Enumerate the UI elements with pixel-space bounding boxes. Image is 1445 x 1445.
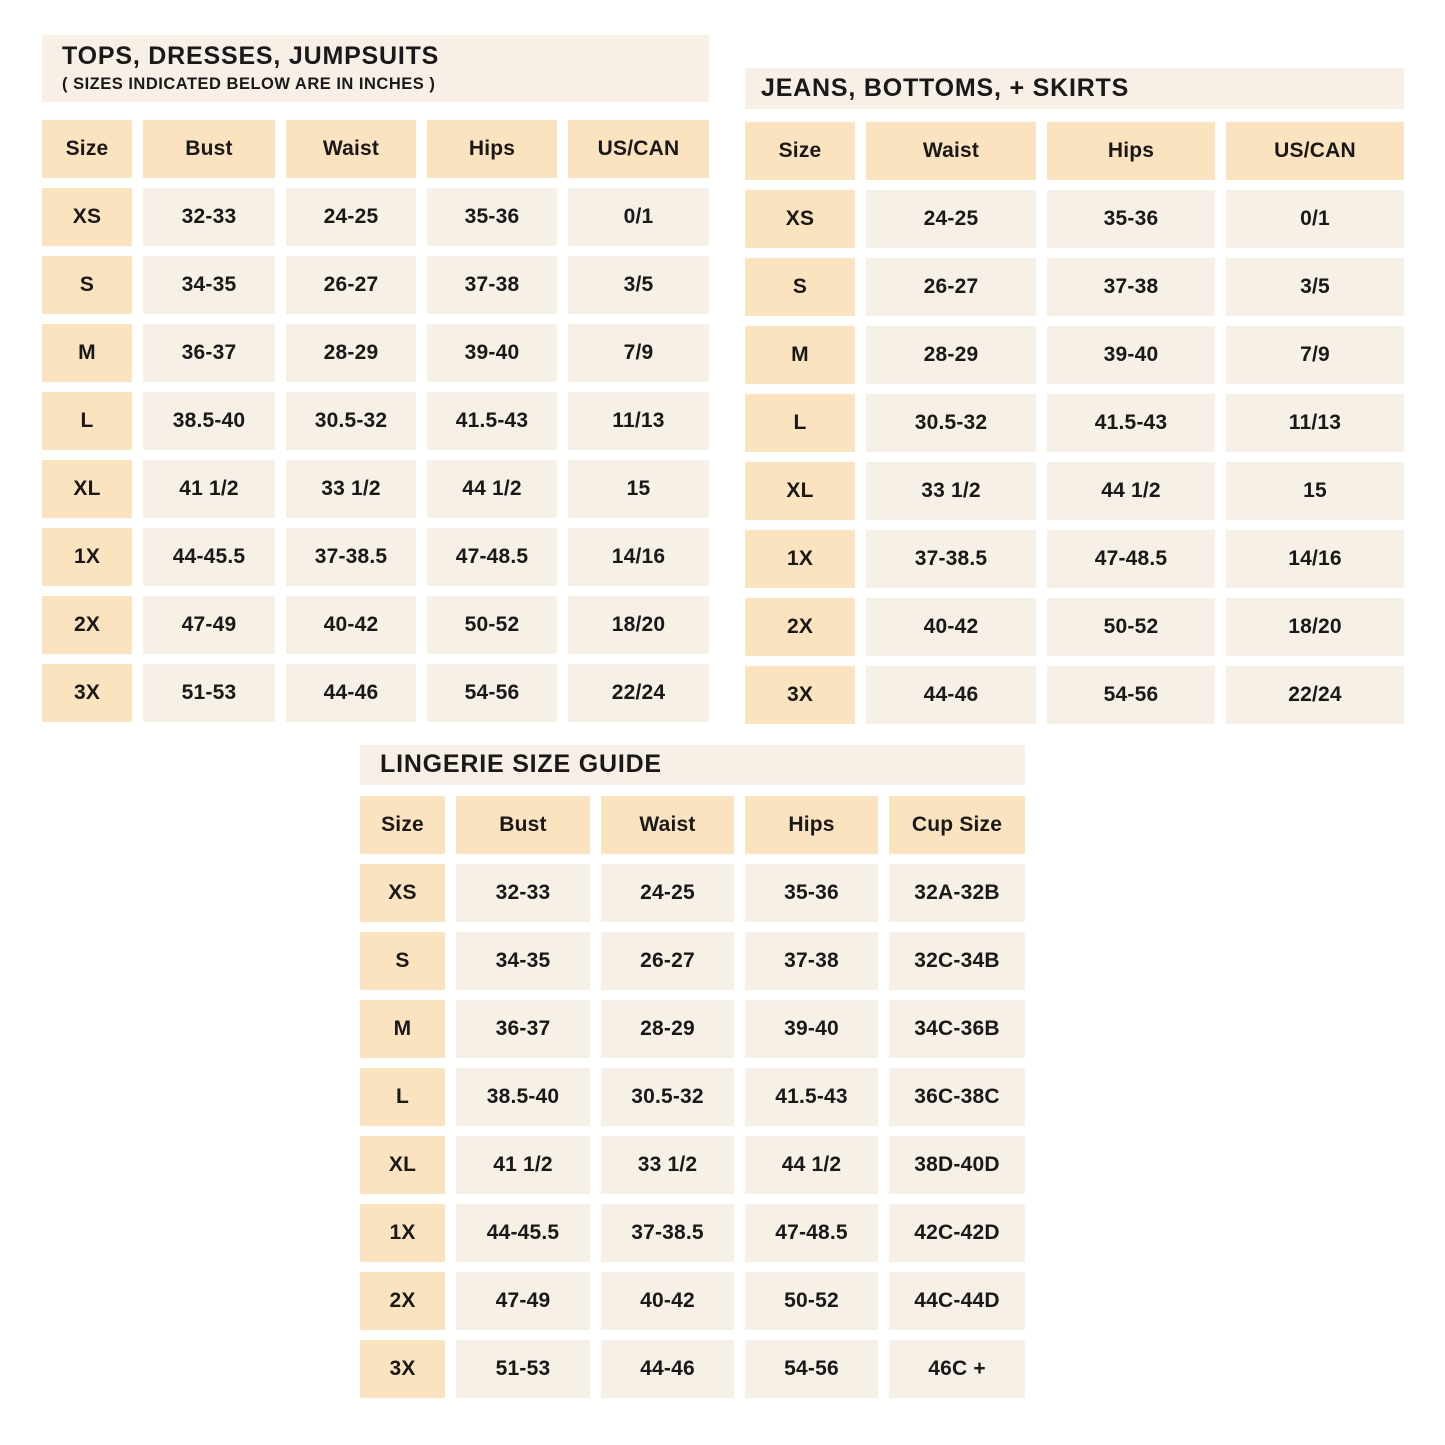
value-cell: 32-33	[456, 864, 590, 922]
value-cell: 7/9	[568, 324, 709, 382]
value-cell: 35-36	[1047, 190, 1215, 248]
value-cell: 34-35	[143, 256, 275, 314]
tops-table-title: TOPS, DRESSES, JUMPSUITS	[62, 42, 440, 71]
tops-table-grid	[42, 120, 709, 722]
value-cell: 37-38.5	[866, 530, 1036, 588]
value-cell: 54-56	[427, 664, 557, 722]
value-cell: 40-42	[866, 598, 1036, 656]
column-header-cell: Size	[360, 796, 445, 854]
value-cell: 44-45.5	[456, 1204, 590, 1262]
value-cell: 35-36	[745, 864, 878, 922]
value-cell: 26-27	[601, 932, 734, 990]
value-cell: 40-42	[601, 1272, 734, 1330]
value-cell: 32C-34B	[889, 932, 1025, 990]
value-cell: 28-29	[601, 1000, 734, 1058]
value-cell: 37-38	[745, 932, 878, 990]
value-cell: 47-48.5	[745, 1204, 878, 1262]
value-cell: 32-33	[143, 188, 275, 246]
jeans-table-grid	[745, 122, 1404, 724]
jeans-bottoms-skirts-table	[745, 68, 1404, 724]
value-cell: 11/13	[568, 392, 709, 450]
size-label-cell: 1X	[745, 530, 855, 588]
value-cell: 41 1/2	[456, 1136, 590, 1194]
value-cell: 44 1/2	[1047, 462, 1215, 520]
size-label-cell: XS	[42, 188, 132, 246]
size-label-cell: L	[745, 394, 855, 452]
value-cell: 44-46	[601, 1340, 734, 1398]
value-cell: 7/9	[1226, 326, 1404, 384]
size-label-cell: 2X	[745, 598, 855, 656]
size-label-cell: L	[360, 1068, 445, 1126]
size-label-cell: 3X	[360, 1340, 445, 1398]
value-cell: 26-27	[866, 258, 1036, 316]
lingerie-table-title: LINGERIE SIZE GUIDE	[380, 750, 662, 779]
value-cell: 38D-40D	[889, 1136, 1025, 1194]
value-cell: 15	[1226, 462, 1404, 520]
value-cell: 38.5-40	[456, 1068, 590, 1126]
value-cell: 44 1/2	[427, 460, 557, 518]
value-cell: 37-38	[1047, 258, 1215, 316]
value-cell: 50-52	[745, 1272, 878, 1330]
value-cell: 18/20	[568, 596, 709, 654]
value-cell: 22/24	[1226, 666, 1404, 724]
value-cell: 30.5-32	[601, 1068, 734, 1126]
tops-table-subtitle: ( SIZES INDICATED BELOW ARE IN INCHES )	[62, 74, 436, 93]
size-label-cell: 3X	[745, 666, 855, 724]
column-header-cell: Bust	[456, 796, 590, 854]
size-label-cell: M	[745, 326, 855, 384]
value-cell: 50-52	[427, 596, 557, 654]
value-cell: 0/1	[568, 188, 709, 246]
column-header-cell: Cup Size	[889, 796, 1025, 854]
value-cell: 35-36	[427, 188, 557, 246]
value-cell: 28-29	[286, 324, 416, 382]
column-header-cell: Waist	[601, 796, 734, 854]
value-cell: 47-48.5	[1047, 530, 1215, 588]
value-cell: 14/16	[1226, 530, 1404, 588]
value-cell: 39-40	[1047, 326, 1215, 384]
value-cell: 37-38.5	[601, 1204, 734, 1262]
jeans-table-title-banner	[745, 68, 1404, 109]
value-cell: 36C-38C	[889, 1068, 1025, 1126]
column-header-cell: Size	[42, 120, 132, 178]
value-cell: 24-25	[866, 190, 1036, 248]
lingerie-size-guide-table	[360, 745, 1025, 1398]
value-cell: 47-49	[143, 596, 275, 654]
value-cell: 42C-42D	[889, 1204, 1025, 1262]
value-cell: 33 1/2	[866, 462, 1036, 520]
value-cell: 0/1	[1226, 190, 1404, 248]
lingerie-table-title-banner	[360, 745, 1025, 785]
size-label-cell: L	[42, 392, 132, 450]
size-label-cell: 2X	[42, 596, 132, 654]
value-cell: 28-29	[866, 326, 1036, 384]
value-cell: 22/24	[568, 664, 709, 722]
column-header-cell: Hips	[427, 120, 557, 178]
value-cell: 14/16	[568, 528, 709, 586]
value-cell: 44-45.5	[143, 528, 275, 586]
value-cell: 44-46	[286, 664, 416, 722]
column-header-cell: US/CAN	[1226, 122, 1404, 180]
value-cell: 36-37	[456, 1000, 590, 1058]
value-cell: 15	[568, 460, 709, 518]
size-label-cell: XS	[745, 190, 855, 248]
size-label-cell: 1X	[360, 1204, 445, 1262]
value-cell: 41 1/2	[143, 460, 275, 518]
value-cell: 54-56	[1047, 666, 1215, 724]
column-header-cell: Hips	[745, 796, 878, 854]
value-cell: 44 1/2	[745, 1136, 878, 1194]
column-header-cell: US/CAN	[568, 120, 709, 178]
lingerie-table-grid	[360, 796, 1025, 1398]
value-cell: 32A-32B	[889, 864, 1025, 922]
size-label-cell: 3X	[42, 664, 132, 722]
tops-dresses-jumpsuits-table	[42, 35, 709, 722]
value-cell: 41.5-43	[427, 392, 557, 450]
value-cell: 39-40	[427, 324, 557, 382]
jeans-table-title: JEANS, BOTTOMS, + SKIRTS	[761, 73, 1130, 102]
column-header-cell: Bust	[143, 120, 275, 178]
value-cell: 39-40	[745, 1000, 878, 1058]
value-cell: 46C +	[889, 1340, 1025, 1398]
column-header-cell: Size	[745, 122, 855, 180]
value-cell: 30.5-32	[286, 392, 416, 450]
size-label-cell: S	[42, 256, 132, 314]
column-header-cell: Waist	[866, 122, 1036, 180]
value-cell: 18/20	[1226, 598, 1404, 656]
value-cell: 37-38.5	[286, 528, 416, 586]
size-label-cell: XL	[42, 460, 132, 518]
column-header-cell: Hips	[1047, 122, 1215, 180]
size-label-cell: S	[745, 258, 855, 316]
value-cell: 24-25	[286, 188, 416, 246]
value-cell: 24-25	[601, 864, 734, 922]
column-header-cell: Waist	[286, 120, 416, 178]
size-label-cell: XS	[360, 864, 445, 922]
size-label-cell: XL	[360, 1136, 445, 1194]
value-cell: 30.5-32	[866, 394, 1036, 452]
size-label-cell: 2X	[360, 1272, 445, 1330]
value-cell: 40-42	[286, 596, 416, 654]
size-label-cell: 1X	[42, 528, 132, 586]
value-cell: 54-56	[745, 1340, 878, 1398]
value-cell: 51-53	[456, 1340, 590, 1398]
value-cell: 36-37	[143, 324, 275, 382]
value-cell: 38.5-40	[143, 392, 275, 450]
value-cell: 50-52	[1047, 598, 1215, 656]
value-cell: 37-38	[427, 256, 557, 314]
value-cell: 3/5	[1226, 258, 1404, 316]
size-label-cell: S	[360, 932, 445, 990]
tops-table-title-banner	[42, 35, 709, 102]
value-cell: 33 1/2	[601, 1136, 734, 1194]
size-label-cell: M	[42, 324, 132, 382]
value-cell: 26-27	[286, 256, 416, 314]
value-cell: 11/13	[1226, 394, 1404, 452]
value-cell: 33 1/2	[286, 460, 416, 518]
value-cell: 34-35	[456, 932, 590, 990]
value-cell: 34C-36B	[889, 1000, 1025, 1058]
value-cell: 51-53	[143, 664, 275, 722]
value-cell: 3/5	[568, 256, 709, 314]
size-label-cell: M	[360, 1000, 445, 1058]
value-cell: 47-49	[456, 1272, 590, 1330]
value-cell: 44-46	[866, 666, 1036, 724]
value-cell: 44C-44D	[889, 1272, 1025, 1330]
value-cell: 41.5-43	[745, 1068, 878, 1126]
value-cell: 41.5-43	[1047, 394, 1215, 452]
value-cell: 47-48.5	[427, 528, 557, 586]
size-label-cell: XL	[745, 462, 855, 520]
